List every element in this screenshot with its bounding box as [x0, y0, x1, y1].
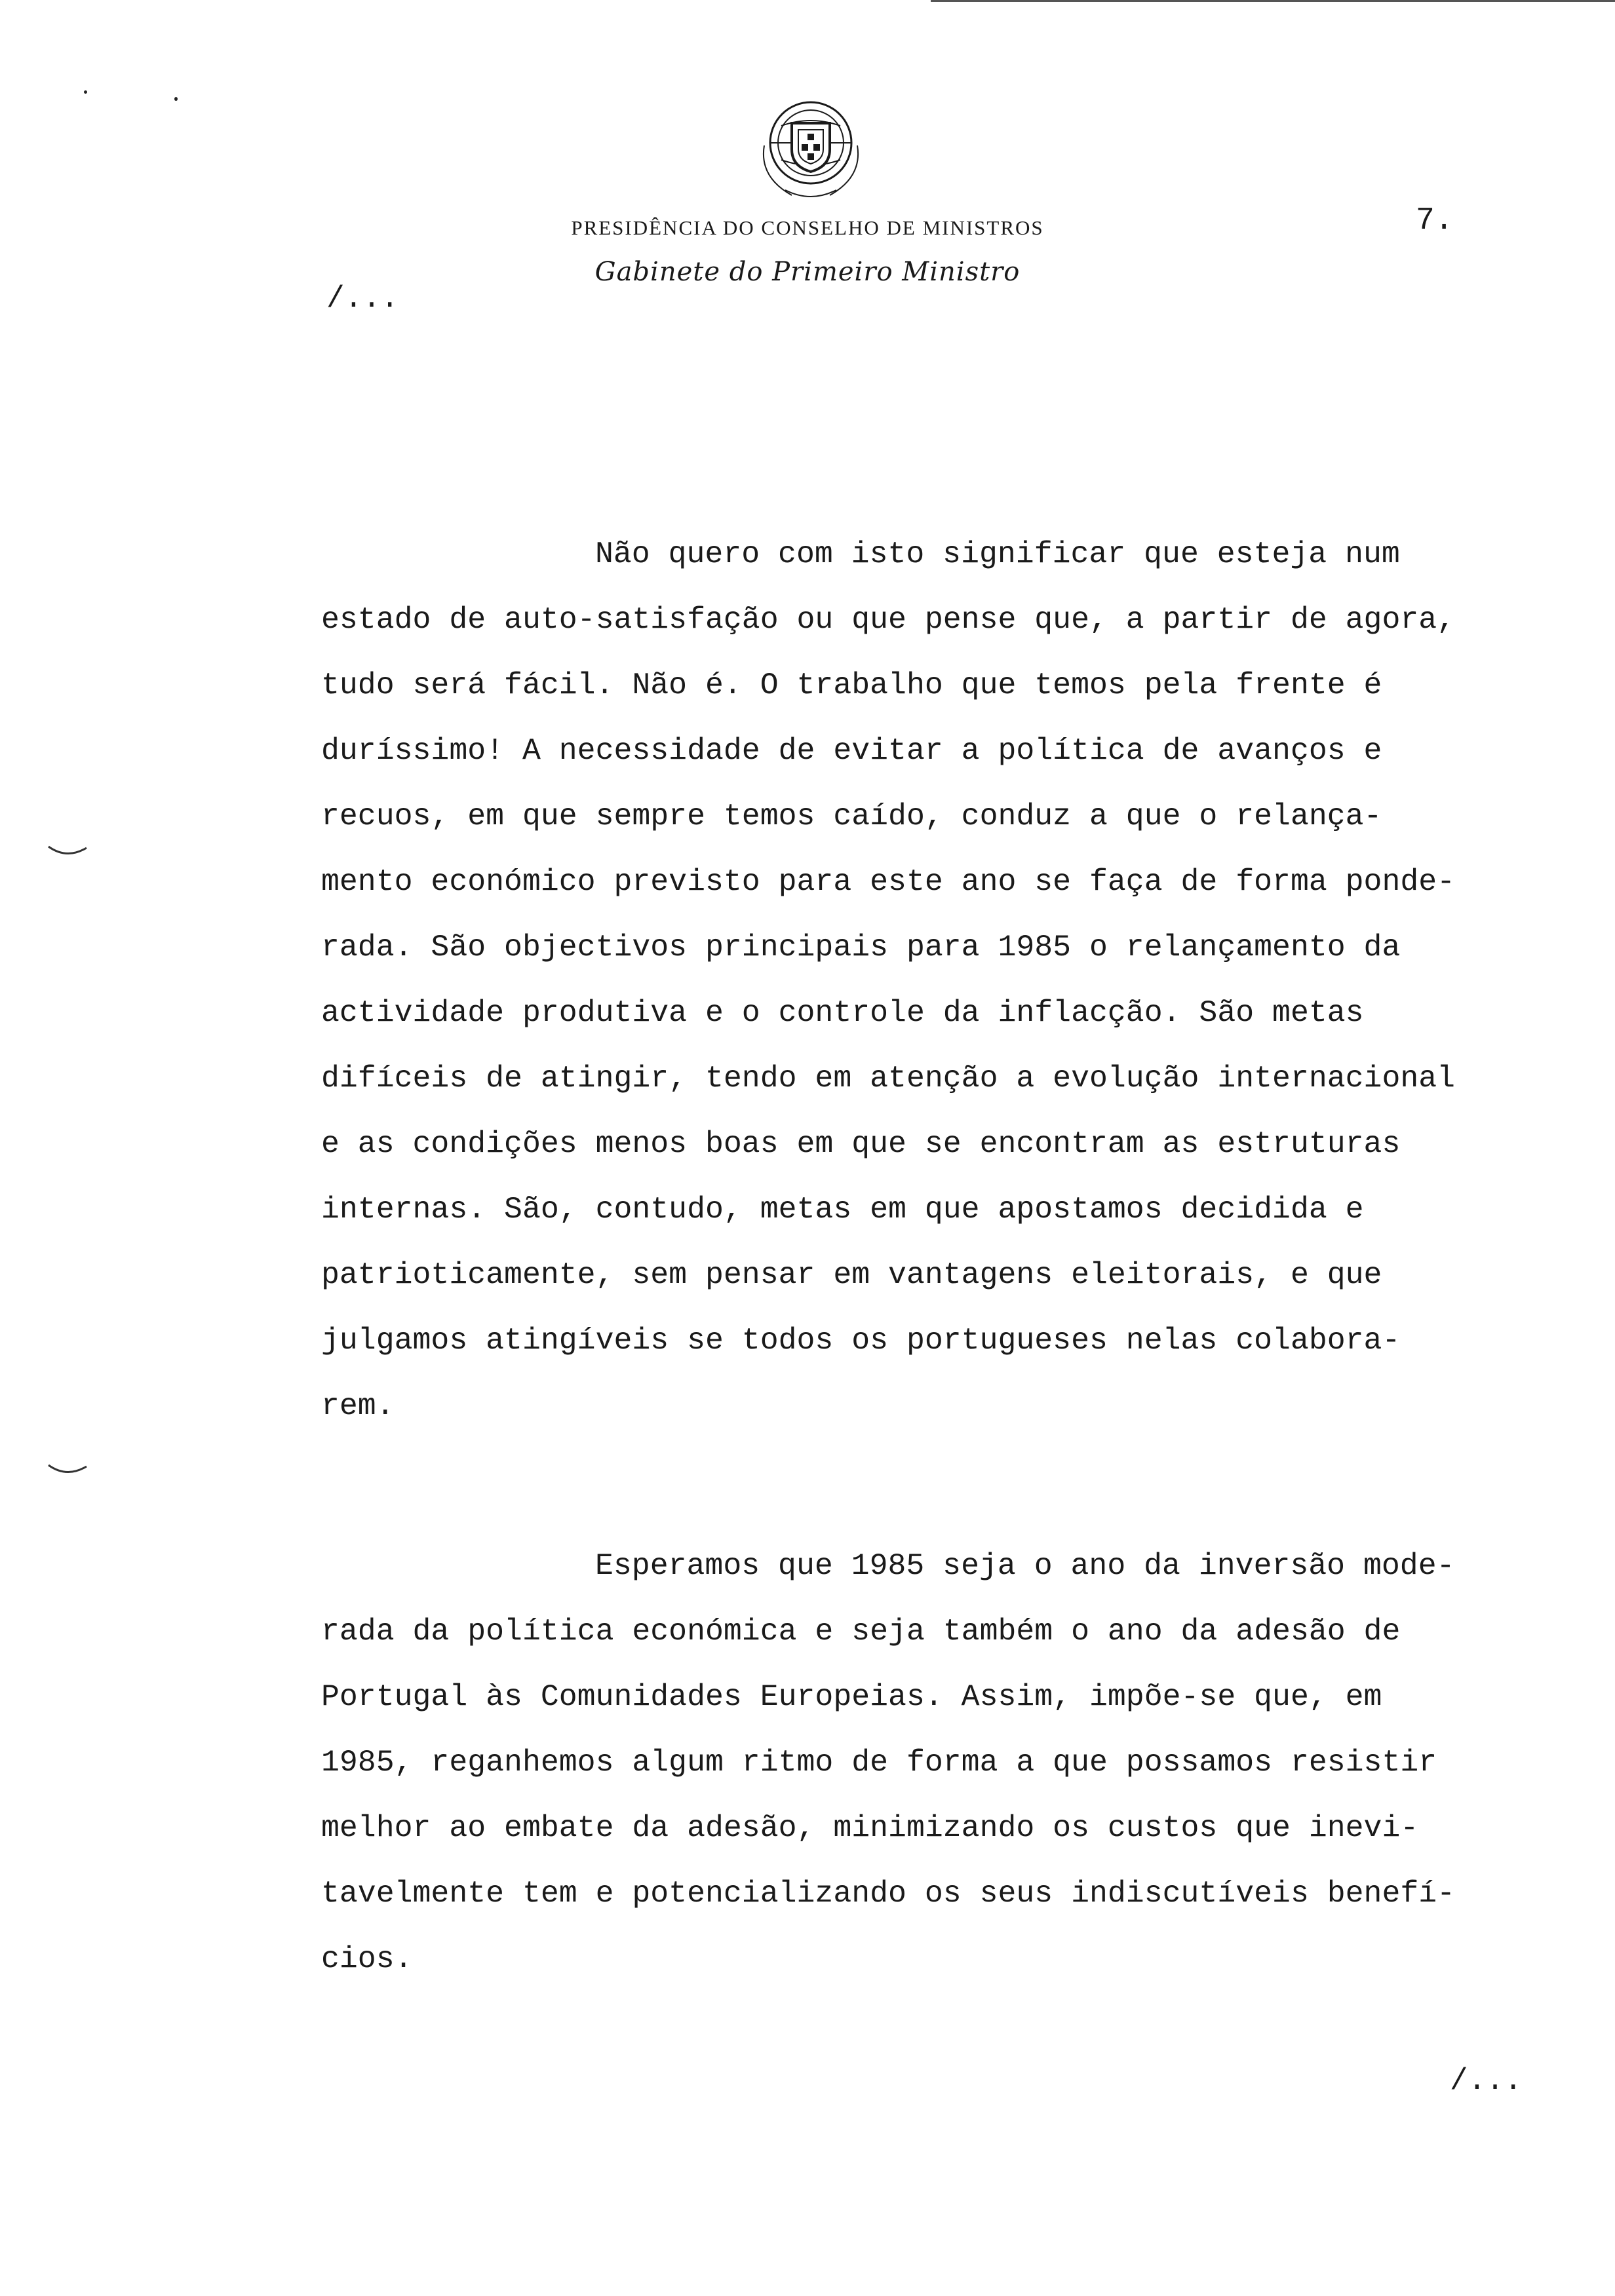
text-line: rada. São objectivos principais para 1985 o relançamento da — [321, 930, 1401, 965]
text-line: actividade produtiva e o controle da inflacção. São metas — [321, 995, 1364, 1030]
text-line: difíceis de atingir, tendo em atenção a evolução internacional — [321, 1061, 1456, 1096]
portuguese-coat-of-arms-icon — [752, 85, 869, 207]
text-line: duríssimo! A necessidade de evitar a política de avanços e — [321, 733, 1382, 768]
text-line: rada da política económica e seja também o ano da adesão de — [321, 1614, 1401, 1649]
institution-heading: PRESIDÊNCIA DO CONSELHO DE MINISTROS — [571, 216, 1044, 239]
text-line: mento económico previsto para este ano se faça de forma ponde- — [321, 864, 1456, 899]
cabinet-subheading: Gabinete do Primeiro Ministro — [594, 257, 1021, 287]
text-line: julgamos atingíveis se todos os portugueses nelas colabora- — [321, 1323, 1401, 1358]
text-line: 1985, reganhemos algum ritmo de forma a que possamos resistir — [321, 1745, 1437, 1780]
continuation-mark-bottom: /... — [1450, 2064, 1523, 2098]
text-line: estado de auto-satisfação ou que pense que, a partir de agora, — [321, 602, 1456, 637]
text-line: Portugal às Comunidades Europeias. Assim, impõe-se que, em — [321, 1679, 1382, 1714]
scan-speck — [84, 90, 87, 94]
page-number: 7. — [1416, 203, 1454, 239]
text-line: recuos, em que sempre temos caído, conduz a que o relança- — [321, 799, 1382, 833]
paragraph-1 — [321, 522, 1566, 1439]
text-line: patrioticamente, sem pensar em vantagens eleitorais, e que — [321, 1257, 1382, 1292]
scan-edge-line — [931, 0, 1615, 2]
text-line: Não quero com isto significar que esteja num — [595, 537, 1400, 571]
text-line: melhor ao embate da adesão, minimizando os custos que inevi- — [321, 1810, 1419, 1845]
paragraph-2 — [321, 1533, 1566, 1992]
text-line: tavelmente tem e potencializando os seus indiscutíveis benefí- — [321, 1876, 1456, 1911]
text-line: rem. — [321, 1388, 395, 1423]
text-line: e as condições menos boas em que se encontram as estruturas — [321, 1126, 1401, 1161]
text-line: cios. — [321, 1942, 413, 1976]
text-line: Esperamos que 1985 seja o ano da inversão mode- — [595, 1548, 1455, 1583]
text-line: tudo será fácil. Não é. O trabalho que temos pela frente é — [321, 668, 1382, 702]
scan-speck — [174, 97, 178, 101]
margin-fold-mark — [47, 1463, 88, 1477]
margin-fold-mark — [47, 844, 88, 858]
text-line: internas. São, contudo, metas em que apostamos decidida e — [321, 1192, 1364, 1227]
continuation-mark-top: /... — [326, 282, 399, 316]
